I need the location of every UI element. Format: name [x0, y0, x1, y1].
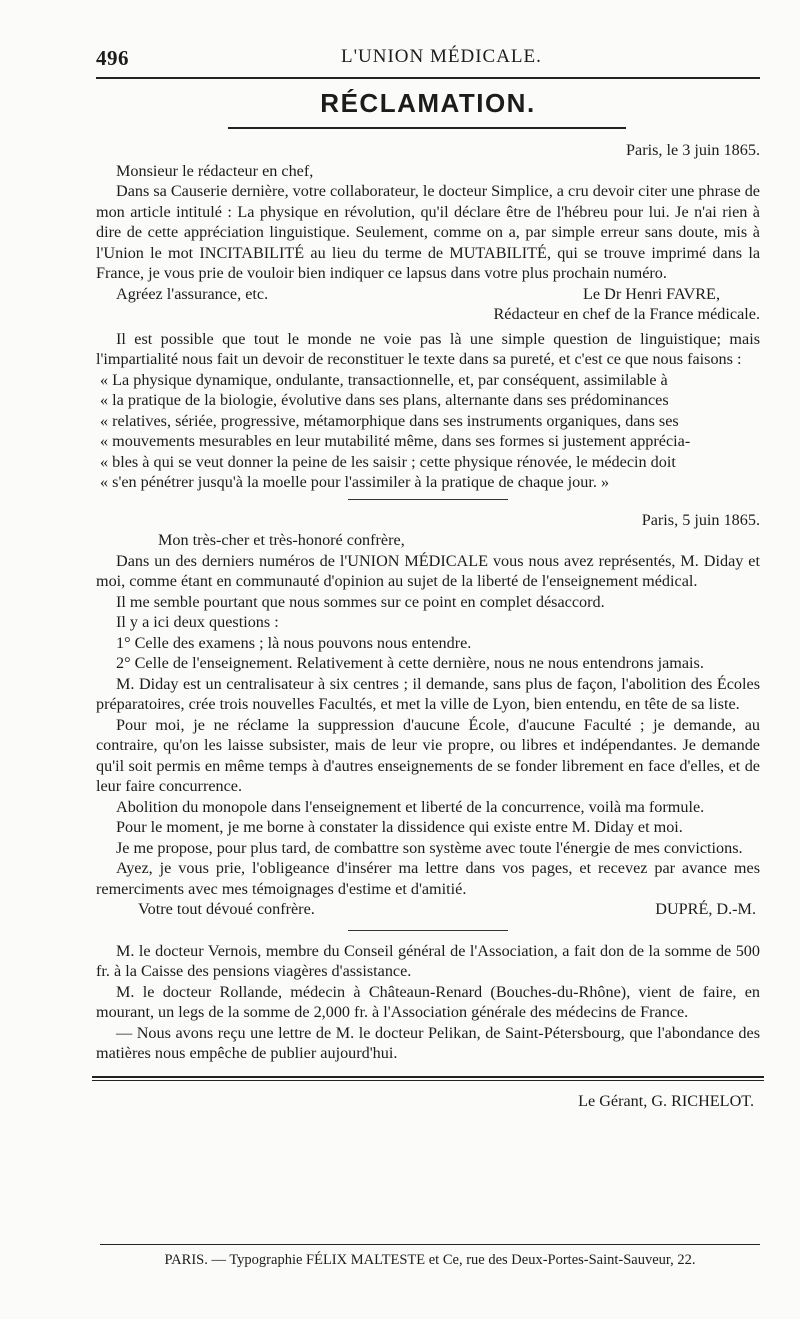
letter2-paragraph: 2° Celle de l'enseignement. Relativement à cette dernière, nous ne nous entendrons jamais. [116, 654, 704, 672]
page-header [96, 38, 760, 74]
letter1-closing [96, 284, 760, 305]
letter2-paragraph: Il y a ici deux questions : [116, 613, 279, 631]
header-rule [96, 77, 760, 79]
gerant-signature: Le Gérant, G. RICHELOT. [578, 1091, 754, 1110]
news-item: — Nous avons reçu une lettre de M. le docteur Pelikan, de Saint-Pétersbourg, que l'abondance des matières nous empêche de publier aujourd'hui. [96, 1023, 760, 1062]
letter2-paragraph: Pour moi, je ne réclame la suppression d'aucune École, d'aucune Faculté ; je demande, au contraire, qu'on les laisse subsister, mais de leur vie propre, ou libres et indépendantes. Je demande qu'il soit permis en même temps à d'autres enseignements de se fonder librement en face d'elles, et de leur faire concurrence. [96, 715, 760, 795]
letter1-signature-title: Rédacteur en chef de la France médicale. [493, 305, 760, 323]
quote-line: « s'en pénétrer jusqu'à la moelle pour l'assimiler à la pratique de chaque jour. » [100, 473, 610, 491]
news-item: M. le docteur Vernois, membre du Conseil général de l'Association, a fait don de la somme de 500 fr. à la Caisse des pensions viagères d'assistance. [96, 941, 760, 980]
letter2-paragraph: Dans un des derniers numéros de l'UNION MÉDICALE vous nous avez représentés, M. Diday et moi, comme étant en communauté d'opinion au sujet de la liberté de l'enseignement médical. [96, 551, 760, 590]
letter2-paragraph: M. Diday est un centralisateur à six centres ; il demande, sans plus de façon, l'abolition des Écoles préparatoires, crée trois nouvelles Facultés, et met la ville de Lyon, bien entendu, en tête de sa liste. [96, 674, 760, 713]
section-separator [348, 930, 508, 931]
letter1-paragraph: Dans sa Causerie dernière, votre collaborateur, le docteur Simplice, a cru devoir citer une phrase de mon article intitulé : La physique en révolution, qu'il déclare être de l'hébreu pour lui. Je n'ai rien à dire de cette appréciation linguistique. Seulement, comme on a, par simple erreur sans doute, mis à l'Union le mot INCITABILITÉ au lieu du terme de MUTABILITÉ, qui se trouve imprimé dans la France, je vous prie de vouloir bien indiquer ce lapsus dans votre plus prochain numéro. [96, 182, 760, 282]
quotation [96, 370, 760, 493]
letter2-closing-text: Votre tout dévoué confrère. [138, 900, 315, 918]
quote-line: « mouvements mesurables en leur mutabilité même, dans ses formes si justement apprécia- [100, 432, 691, 450]
letter2-paragraph: Je me propose, pour plus tard, de combattre son système avec toute l'énergie de mes convictions. [116, 838, 743, 857]
quote-line: « la pratique de la biologie, évolutive dans ses plans, alternante dans ses prédominances [100, 391, 669, 409]
quote-line: « bles à qui se veut donner la peine de les saisir ; cette physique rénovée, le médecin doit [100, 452, 676, 471]
letter2-signature: DUPRÉ, D.-M. [655, 900, 756, 918]
letter2-closing [96, 899, 760, 920]
quote-line: « La physique dynamique, ondulante, transactionnelle, et, par conséquent, assimilable à [100, 370, 668, 389]
article-title: RÉCLAMATION. [320, 88, 536, 118]
letter2-paragraph: Il me semble pourtant que nous sommes sur ce point en complet désaccord. [116, 592, 605, 611]
news-item: M. le docteur Rollande, médecin à Châteaun-Renard (Bouches-du-Rhône), vient de faire, en mourant, un legs de la somme de 2,000 fr. à l'Association générale des médecins de France. [96, 982, 760, 1021]
letter1-closing-text: Agréez l'assurance, etc. [116, 284, 269, 303]
letter1-salutation: Monsieur le rédacteur en chef, [116, 161, 314, 180]
imprint-rule [100, 1244, 760, 1245]
letter2-paragraph: Ayez, je vous prie, l'obligeance d'insérer ma lettre dans vos pages, et recevez par avance mes remerciments avec mes témoignages d'estime et d'amitié. [96, 859, 760, 898]
article-body [96, 140, 760, 1121]
letter2-date: Paris, 5 juin 1865. [641, 510, 760, 529]
printer-imprint: PARIS. — Typographie FÉLIX MALTESTE et Ce, rue des Deux-Portes-Saint-Sauveur, 22. [164, 1252, 696, 1268]
footer-rule-thin [92, 1080, 764, 1081]
letter2-paragraph: 1° Celle des examens ; là nous pouvons nous entendre. [116, 633, 472, 652]
running-head: L'UNION MÉDICALE. [341, 46, 542, 67]
title-rule [228, 127, 626, 129]
letter1-signature: Le Dr Henri FAVRE, [583, 284, 720, 303]
quote-line: « relatives, sériée, progressive, métamorphique dans ses instruments organiques, dans ses [100, 411, 679, 430]
letter2-paragraph: Abolition du monopole dans l'enseignement et liberté de la concurrence, voilà ma formule. [116, 797, 705, 816]
editorial-paragraph: Il est possible que tout le monde ne voie pas là une simple question de linguistique; mais l'impartialité nous fait un devoir de reconstituer le texte dans sa pureté, et c'est ce que nous faisons : [96, 329, 760, 368]
letter1-date: Paris, le 3 juin 1865. [626, 141, 760, 159]
section-separator [348, 499, 508, 500]
letter2-paragraph: Pour le moment, je me borne à constater la dissidence qui existe entre M. Diday et moi. [116, 818, 683, 836]
footer-rule-thick [92, 1076, 764, 1078]
letter2-salutation: Mon très-cher et très-honoré confrère, [158, 531, 405, 549]
page-number: 496 [96, 46, 129, 70]
